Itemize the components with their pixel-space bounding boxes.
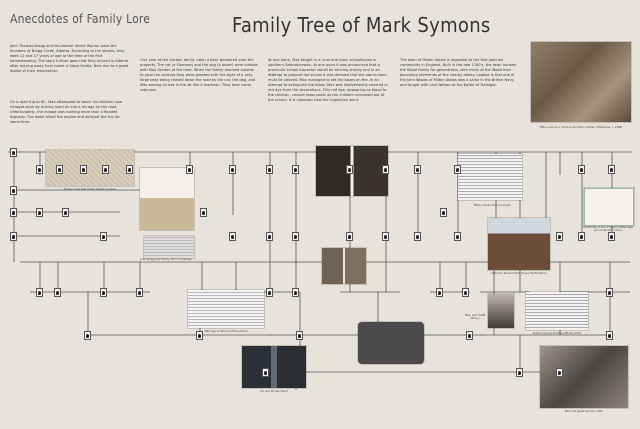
person-node bbox=[414, 165, 421, 174]
photo-jim-shirley bbox=[242, 346, 306, 388]
person-node bbox=[556, 368, 563, 377]
caption-max-1948: Max, April 1948 (Berry) bbox=[464, 314, 486, 320]
photo-diamond-certificate bbox=[584, 188, 634, 226]
caption-jim-shirley: Jim and Shirley Wood bbox=[260, 390, 288, 393]
caption-birth-certificate: Robert Symons Birth Certificate 1925 bbox=[532, 332, 582, 335]
photo-pair-small bbox=[322, 248, 366, 284]
person-node bbox=[10, 186, 17, 195]
person-node bbox=[440, 208, 447, 217]
person-node bbox=[102, 165, 109, 174]
photo-bragg-document bbox=[144, 236, 194, 258]
person-node bbox=[10, 148, 17, 157]
person-node bbox=[578, 165, 585, 174]
person-node bbox=[56, 165, 63, 174]
person-node bbox=[80, 165, 87, 174]
photo-symons-family-group bbox=[531, 42, 631, 122]
person-node bbox=[36, 165, 43, 174]
person-node bbox=[36, 208, 43, 217]
person-node bbox=[454, 232, 461, 241]
anecdotes-heading: Anecdotes of Family Lore bbox=[10, 12, 151, 26]
person-node bbox=[578, 232, 585, 241]
person-node bbox=[346, 165, 353, 174]
person-node bbox=[266, 288, 273, 297]
person-node bbox=[200, 208, 207, 217]
person-node bbox=[292, 288, 299, 297]
story-bragg-creek: John Thomas Bragg and his brother Albert Warren were the founders of Bragg Creek, Alberta. According to the stories, they were 12 and 17 years of age at the time of the first homesteading. The story further goes that they arrived in Alberta after moving away from home in Nova Scotia. Nels due to a great dislike of their stepmother. bbox=[10, 44, 129, 73]
photo-marriage-record bbox=[188, 290, 264, 328]
photo-census-record bbox=[458, 154, 522, 200]
caption-milton-abbas-church: Milton Abbas Church Dorset bbox=[473, 204, 511, 207]
person-node bbox=[126, 165, 133, 174]
person-node bbox=[606, 331, 613, 340]
caption-bert-jessie: Bert and Jessie Symons 1927 bbox=[565, 410, 603, 413]
person-node bbox=[292, 232, 299, 241]
person-node bbox=[436, 288, 443, 297]
person-node bbox=[262, 368, 269, 377]
person-node bbox=[292, 165, 299, 174]
person-node bbox=[196, 331, 203, 340]
photo-boy-1948 bbox=[488, 294, 514, 328]
caption-public-house: Meldrum Street Public House Bedfordshire bbox=[491, 272, 547, 275]
person-node bbox=[229, 165, 236, 174]
caption-certificate: Certificate of Ann's Diamond/Marriage (Ann & Bertie's Union) bbox=[583, 226, 633, 232]
person-node bbox=[229, 232, 236, 241]
person-node bbox=[462, 288, 469, 297]
caption-marriage: Marriage of Reid and Elene Wood bbox=[204, 330, 248, 333]
person-node bbox=[296, 331, 303, 340]
person-node bbox=[54, 288, 61, 297]
person-node bbox=[84, 331, 91, 340]
person-node bbox=[266, 232, 273, 241]
person-node bbox=[556, 232, 563, 241]
person-node bbox=[62, 208, 69, 217]
tree-title: Family Tree of Mark Symons bbox=[232, 13, 491, 37]
person-node bbox=[414, 232, 421, 241]
person-node bbox=[516, 368, 523, 377]
person-node bbox=[36, 288, 43, 297]
caption-bragg-creek-map: Bragg Creek Brand Map Oldest Location bbox=[64, 188, 116, 191]
person-node bbox=[382, 165, 389, 174]
story-schoolhouse: At one point, Max taught in a rural one-room schoolhouse in southern Saskatchewan. At one point it was announced that a provincial school inspector would be arriving shortly and in an attempt to prepare the school it was decided that the storm-room must be cleared. Max managed to set the boxes on fire. In an attempt to extinguish the blaze, Max was inadvertently covered in red dye from the decorations. This red dye, appearing as blood to the children, caused mass panic as the children screamed out of the school. It is unknown how the inspection went. bbox=[268, 58, 388, 102]
story-milton-abbas: The town of Milton Abbas is regarded as the first planned community in England. Built in the late 1700's, the town housed the Wood family for generations, with many of the Wood men becoming reverends at the nearby abbey. Legend is that one of the John Woods of Milton Abbas was a sailor in the British Navy, and fought with Lord Nelson at the Battle of Trafalgar. bbox=[400, 58, 516, 87]
person-node bbox=[100, 232, 107, 241]
person-node bbox=[346, 232, 353, 241]
person-node bbox=[266, 165, 273, 174]
story-mirage: On a road trip to BC, Max attempted to teach his children how mirages work by driving head on into a mirage on the road. Unfortunately, the mirage was nothing more than a flooded highway. The water killed the engine and delayed the trip for some time. bbox=[10, 100, 122, 124]
person-node bbox=[136, 288, 143, 297]
photo-gravestone bbox=[358, 322, 424, 364]
person-node bbox=[606, 288, 613, 297]
photo-bragg-portraits bbox=[140, 168, 194, 230]
person-node bbox=[608, 232, 615, 241]
photo-birth-certificate bbox=[526, 292, 588, 330]
person-node bbox=[100, 288, 107, 297]
person-node bbox=[382, 232, 389, 241]
person-node bbox=[454, 165, 461, 174]
person-node bbox=[10, 208, 17, 217]
photo-bert-jessie bbox=[540, 346, 628, 408]
person-node bbox=[186, 165, 193, 174]
caption-bragg-family: John Bragg and Family 1877, Christmas bbox=[140, 258, 192, 261]
person-node bbox=[10, 232, 17, 241]
person-node bbox=[608, 165, 615, 174]
story-bear: One year at the Gordon family cabin a bear wandered onto the property. The cat (a Siamese) and the dog (a boxer) were outside with Max Gordon at the time. When the family stormed outside to save the animals they were greeted with the sight of a very large bear being chased down the road by the cat, the dog, and Max waving an axe in the air like a madman. They bear never returned. bbox=[140, 58, 258, 92]
caption-symons-family: Milton and Lucy Symons and their children (Christmas, c. 1908) bbox=[539, 126, 623, 129]
person-node bbox=[466, 331, 473, 340]
photo-public-house bbox=[488, 218, 550, 270]
